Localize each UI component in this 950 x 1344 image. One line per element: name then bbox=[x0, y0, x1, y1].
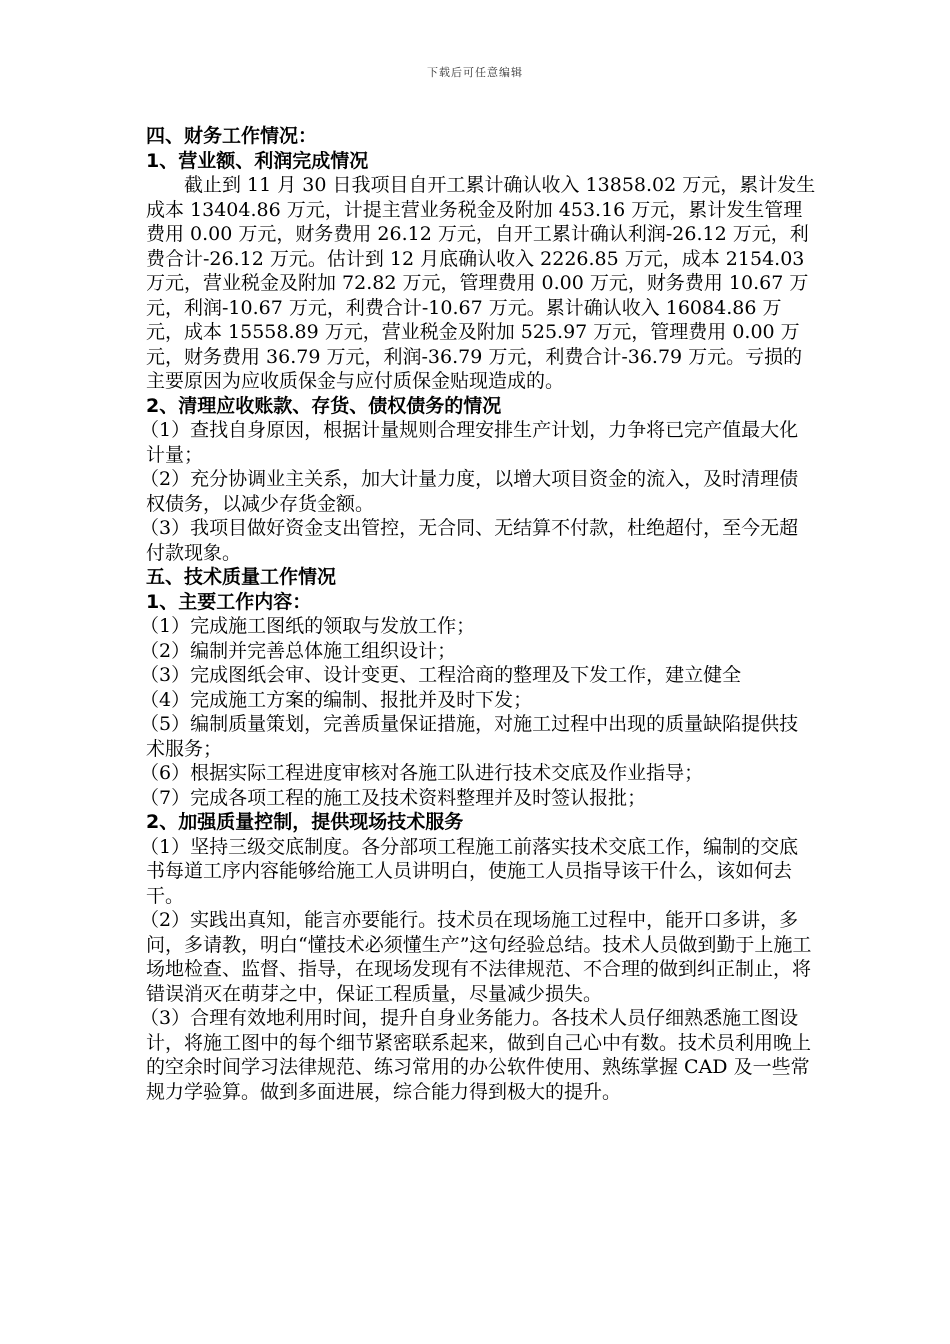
list-item: （1）坚持三级交底制度。各分部项工程施工前落实技术交底工作，编制的交底书每道工序内容能够给施工人员讲明白，使施工人员指导该干什么，该如何去干。 bbox=[140, 835, 799, 907]
section-heading-finance: 四、财务工作情况： bbox=[146, 125, 318, 147]
paragraph-revenue-profit: 截止到 11 月 30 日我项目自开工累计确认收入 13858.02 万元，累计发生成本 13404.86 万元，计提主营业务税金及附加 453.16 万元，累计发生管理费用 0.00 万元，财务费用 26.12 万元，自开工累计确认利润-26.12 万元，利费合计-26.12 万元。估计到 12 月底确认收入 2226.85 万元，成本 2154.03 万元，营业税金及附加 72.82 万元，管理费用 0.00 万元，财务费用 10.67 万元，利润-10.67 万元，利费合计-10.67 万元。累计确认收入 16084.86 万元，成本 15558.89 万元，营业税金及附加 525.97 万元，管理费用 0.00 万元，财务费用 36.79 万元，利润-36.79 万元，利费合计-36.79 万元。亏损的主要原因为应收质保金与应付质保金贴现造成的。 bbox=[146, 174, 816, 392]
subheading-receivables: 2、清理应收账款、存货、债权债务的情况 bbox=[146, 394, 502, 417]
list-item: （4）完成施工方案的编制、报批并及时下发； bbox=[140, 688, 533, 711]
list-item: （1）完成施工图纸的领取与发放工作； bbox=[140, 615, 476, 637]
subheading-quality-control: 2、加强质量控制，提供现场技术服务 bbox=[146, 811, 464, 833]
document-body bbox=[140, 124, 816, 1104]
list-item: （7）完成各项工程的施工及技术资料整理并及时签认报批； bbox=[140, 786, 647, 809]
list-item: （3）合理有效地利用时间，提升自身业务能力。各技术人员仔细熟悉施工图设计，将施工图中的每个细节紧密联系起来，做到自己心中有数。技术员利用晚上的空余时间学习法律规范、练习常用的办公软件使用、熟练掌握 CAD 及一些常规力学验算。做到多面进展，综合能力得到极大的提升。 bbox=[140, 1007, 812, 1103]
list-item: （5）编制质量策划，完善质量保证措施，对施工过程中出现的质量缺陷提供技术服务； bbox=[140, 713, 799, 760]
subheading-revenue-profit: 1、营业额、利润完成情况 bbox=[146, 149, 369, 172]
section-heading-tech-quality: 五、技术质量工作情况 bbox=[146, 566, 337, 588]
list-item: （2）编制并完善总体施工组织设计； bbox=[140, 639, 457, 662]
list-item: （2）充分协调业主关系，加大计量力度，以增大项目资金的流入，及时清理债权债务，以减少存货金额。 bbox=[140, 468, 799, 515]
list-item: （2）实践出真知，能言亦要能行。技术员在现场施工过程中，能开口多讲，多问，多请教，明白“懂技术必须懂生产”这句经验总结。技术人员做到勤于上施工场地检查、监督、指导，在现场发现有不法律规范、不合理的做到纠正制止，将错误消灭在萌芽之中，保证工程质量，尽量减少损失。 bbox=[140, 909, 812, 1005]
subheading-main-work: 1、主要工作内容： bbox=[146, 590, 312, 613]
page-header-note: 下载后可任意编辑 bbox=[427, 66, 523, 79]
list-item: （1）查找自身原因，根据计量规则合理安排生产计划，力争将已完产值最大化计量； bbox=[140, 419, 799, 466]
list-item: （3）完成图纸会审、设计变更、工程洽商的整理及下发工作，建立健全 bbox=[140, 664, 742, 686]
list-item: （6）根据实际工程进度审核对各施工队进行技术交底及作业指导； bbox=[140, 762, 704, 784]
list-item: （3）我项目做好资金支出管控，无合同、无结算不付款，杜绝超付，至今无超付款现象。 bbox=[140, 517, 799, 564]
